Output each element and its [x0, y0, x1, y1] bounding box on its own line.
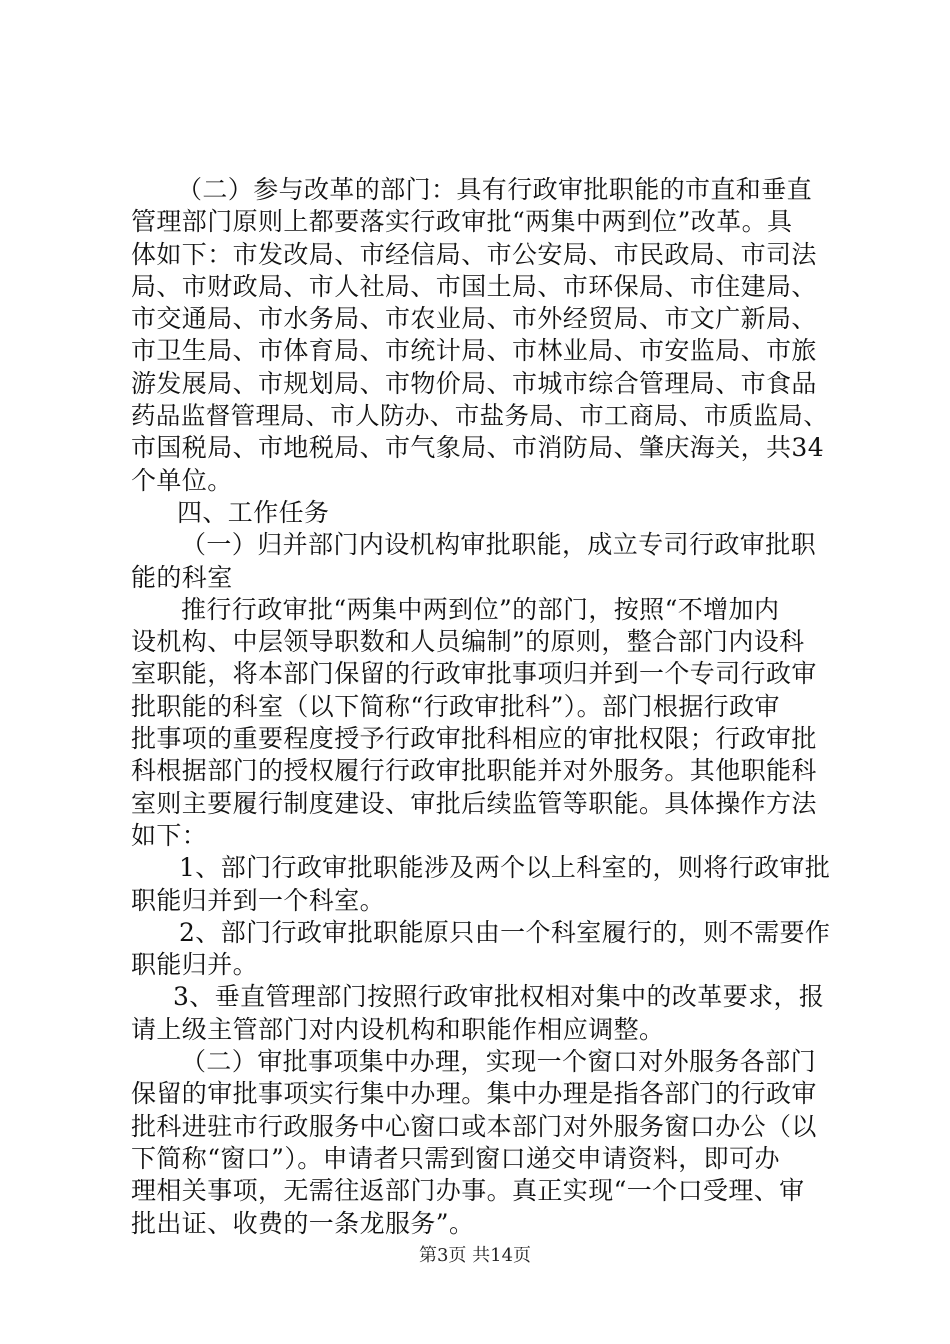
paragraph-line: 理相关事项，无需往返部门办事。真正实现“一个口受理、审	[131, 1176, 805, 1206]
paragraph-line: 设机构、中层领导职数和人员编制”的原则，整合部门内设科	[131, 627, 805, 657]
list-item: 3、垂直管理部门按照行政审批权相对集中的改革要求，报	[173, 982, 825, 1012]
paragraph-line: 游发展局、市规划局、市物价局、市城市综合管理局、市食品	[131, 368, 817, 398]
paragraph-line: 个单位。	[131, 465, 233, 495]
paragraph-line: （二）审批事项集中办理，实现一个窗口对外服务各部门	[181, 1047, 817, 1077]
paragraph-line: 药品监督管理局、市人防办、市盐务局、市工商局、市质监局、	[131, 401, 829, 431]
list-item: 1、部门行政审批职能涉及两个以上科室的，则将行政审批	[179, 853, 831, 883]
paragraph-line: 下简称“窗口”）。申请者只需到窗口递交申请资料，即可办	[131, 1143, 780, 1173]
paragraph-line: 市交通局、市水务局、市农业局、市外经贸局、市文广新局、	[131, 304, 817, 334]
paragraph-line: 管理部门原则上都要落实行政审批“两集中两到位”改革。具	[131, 207, 793, 237]
page-number-footer: 第3页 共14页	[418, 1245, 532, 1266]
paragraph-line: （二）参与改革的部门：具有行政审批职能的市直和垂直	[177, 175, 813, 204]
list-item: 请上级主管部门对内设机构和职能作相应调整。	[131, 1014, 665, 1044]
paragraph-line: 室则主要履行制度建设、审批后续监管等职能。具体操作方法	[131, 788, 817, 818]
paragraph-line: 市国税局、市地税局、市气象局、市消防局、肇庆海关，共34	[131, 433, 825, 463]
paragraph-line: 批事项的重要程度授予行政审批科相应的审批权限；行政审批	[131, 724, 817, 754]
list-item: 职能归并到一个科室。	[131, 885, 386, 915]
paragraph-line: 室职能，将本部门保留的行政审批事项归并到一个专司行政审	[131, 659, 817, 689]
subsection-heading: （一）归并部门内设机构审批职能，成立专司行政审批职	[181, 530, 817, 560]
paragraph-line: 局、市财政局、市人社局、市国土局、市环保局、市住建局、	[131, 271, 817, 301]
paragraph-line: 体如下：市发改局、市经信局、市公安局、市民政局、市司法	[131, 239, 817, 269]
document-body	[131, 174, 837, 1240]
list-item: 2、部门行政审批职能原只由一个科室履行的，则不需要作	[179, 917, 831, 947]
paragraph-line: 批出证、收费的一条龙服务”。	[131, 1208, 475, 1238]
paragraph-line: 批职能的科室（以下简称“行政审批科”）。部门根据行政审	[131, 691, 780, 721]
list-item: 职能归并。	[131, 950, 259, 980]
paragraph-line: 推行行政审批“两集中两到位”的部门，按照“不增加内	[181, 594, 780, 624]
paragraph-line: 保留的审批事项实行集中办理。集中办理是指各部门的行政审	[131, 1079, 817, 1109]
paragraph-line: 科根据部门的授权履行行政审批职能并对外服务。其他职能科	[131, 756, 817, 786]
section-heading: 四、工作任务	[177, 497, 330, 527]
paragraph-line: 如下：	[131, 820, 208, 850]
subsection-heading: 能的科室	[131, 562, 233, 592]
paragraph-line: 市卫生局、市体育局、市统计局、市林业局、市安监局、市旅	[131, 336, 817, 366]
paragraph-line: 批科进驻市行政服务中心窗口或本部门对外服务窗口办公（以	[131, 1111, 817, 1141]
